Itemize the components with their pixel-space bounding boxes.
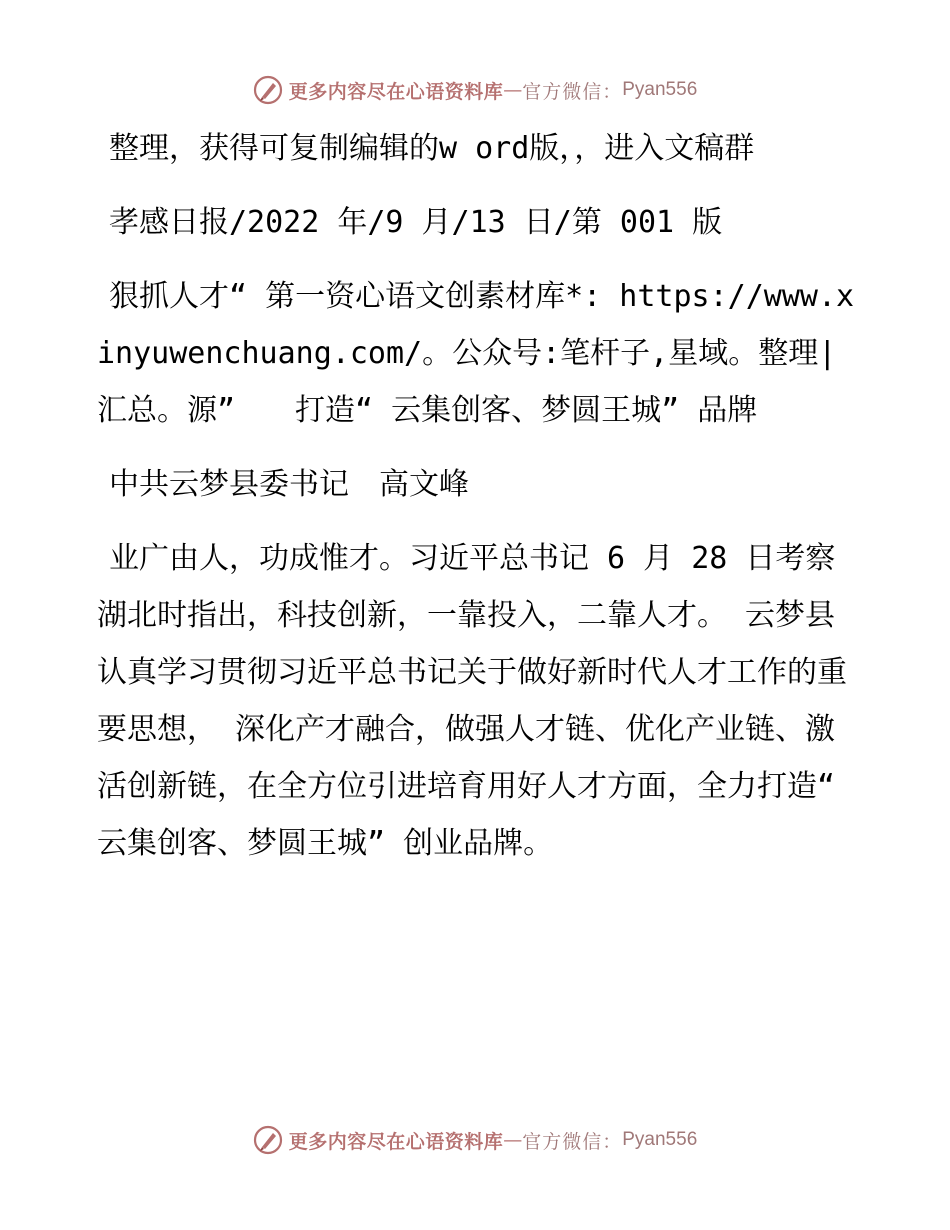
footer-wechat-label: 官方微信： — [522, 1130, 623, 1153]
header-banner — [0, 70, 950, 110]
header-banner-text: 更多内容尽在心语资料库 — [288, 80, 504, 103]
header-banner-separator: — — [503, 79, 523, 101]
quill-pen-logo-icon — [253, 75, 283, 105]
intro-paragraph: 整理，获得可复制编辑的w ord版，，进入文稿群 — [109, 131, 755, 166]
footer-banner — [0, 1120, 950, 1160]
source-line: 孝感日报/2022 年/9 月/13 日/第 001 版 — [109, 205, 723, 240]
document-body — [97, 120, 857, 889]
footer-wechat-id: Pyan556 — [622, 1129, 698, 1150]
quill-pen-logo-icon — [253, 1125, 283, 1155]
author-line: 中共云梦县委书记 高文峰 — [109, 467, 469, 502]
main-paragraph: 业广由人，功成惟才。习近平总书记 6 月 28 日考察湖北时指出，科技创新，一靠投入，二靠人才。 云梦县认真学习贯彻习近平总书记关于做好新时代人才工作的重要思想， 深化产才融合，做强人才链、优化产业链、激活创新链，在全方位引进培育用好人才方面，全力打造“ 云集创客、梦圆王城” 创业品牌。 — [97, 541, 847, 861]
headline-paragraph: 狠抓人才“ 第一资心语文创素材库*: https://www.xinyuwenchuang.com/。公众号:笔杆子,星域。整理|汇总。源” 打造“ 云集创客、梦圆王城” 品牌 — [97, 279, 855, 428]
footer-banner-text: 更多内容尽在心语资料库 — [288, 1130, 504, 1153]
footer-banner-separator: — — [503, 1129, 523, 1151]
header-wechat-label: 官方微信： — [522, 80, 623, 103]
header-wechat-id: Pyan556 — [622, 79, 698, 100]
